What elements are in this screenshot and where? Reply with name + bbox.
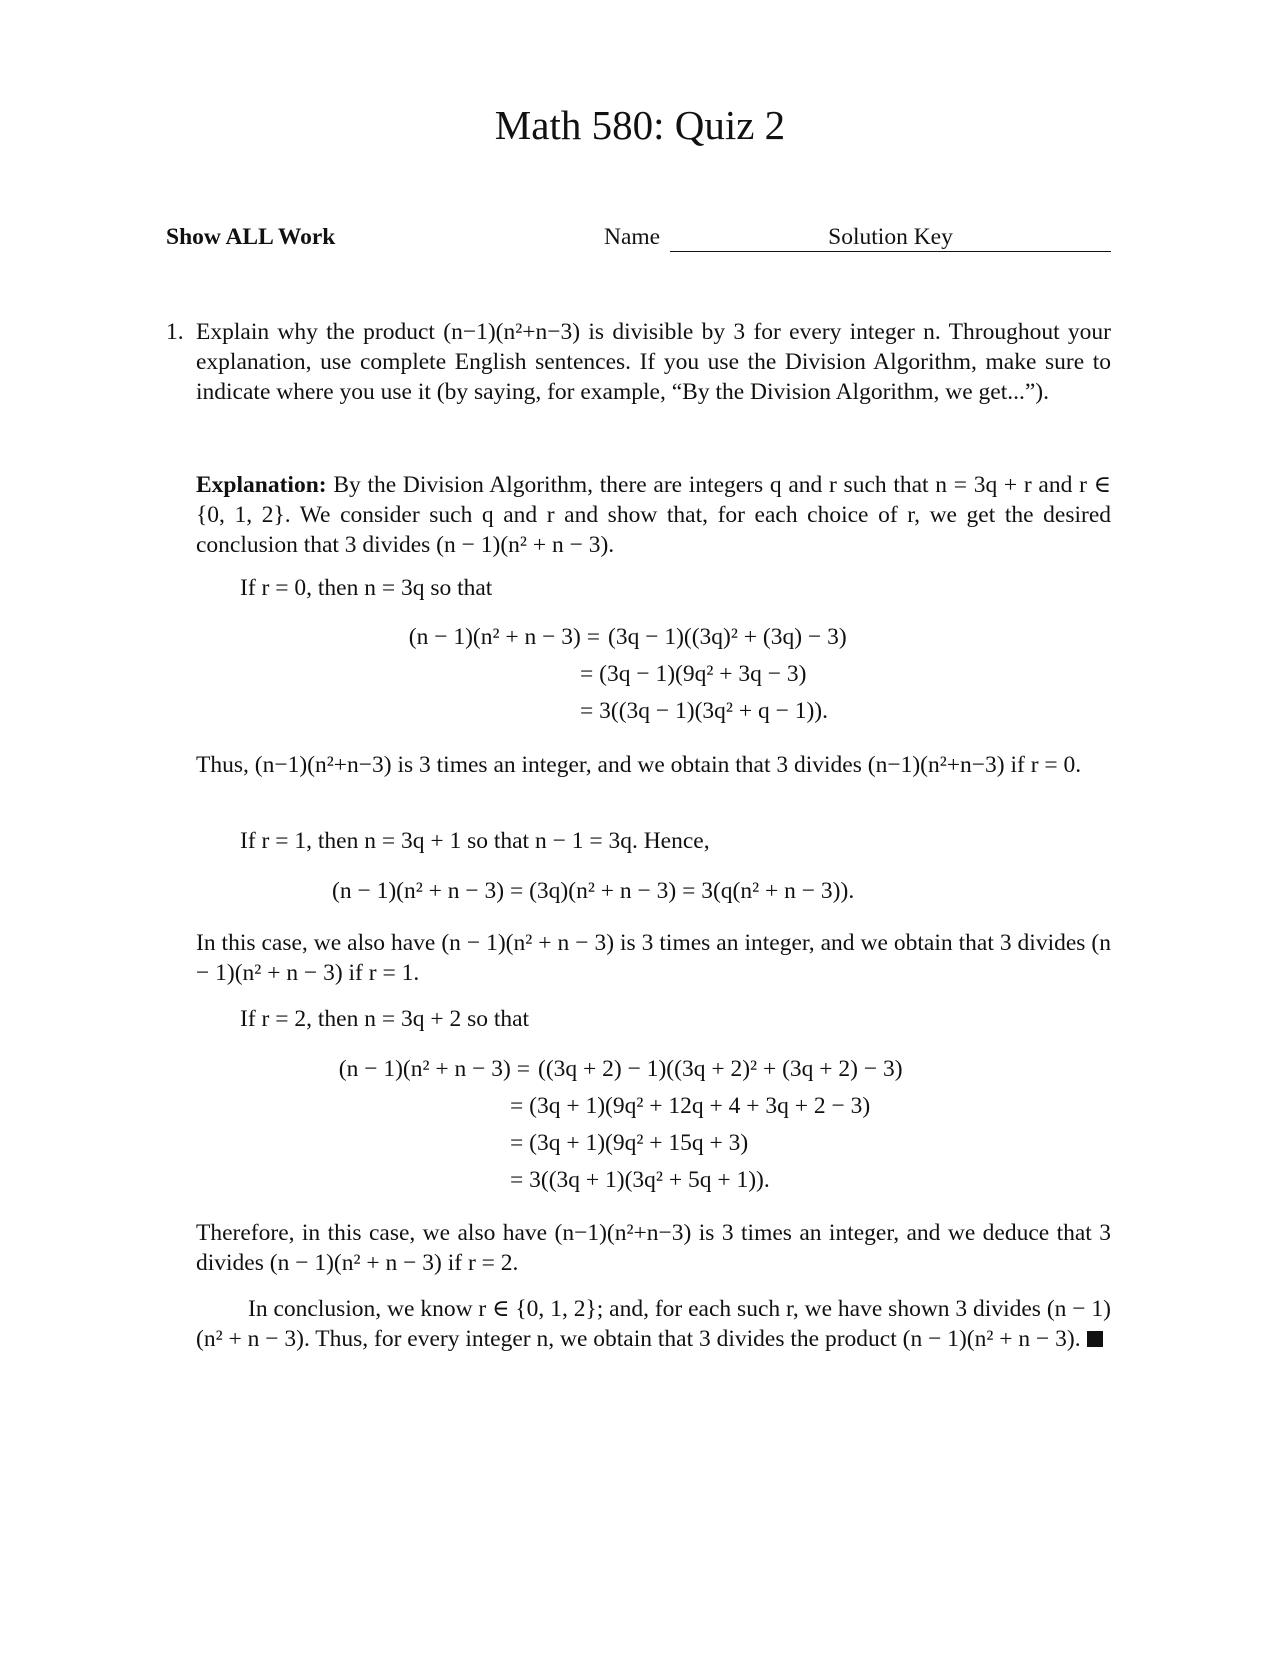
case2-line-3: = (3q + 1)(9q² + 15q + 3) — [510, 1130, 749, 1156]
final-conclusion-text: In conclusion, we know r ∈ {0, 1, 2}; and, for each such r, we have shown 3 divides (n − 1)(n² + n − 3). Thus, for every integer n, we obtain that 3 divides the product (n − 1)(n² + n − 3). — [196, 1296, 1111, 1352]
header-row — [0, 222, 1280, 256]
case2-line-4: = 3((3q + 1)(3q² + 5q + 1)). — [510, 1167, 770, 1193]
case0-line-3: = 3((3q − 1)(3q² + q − 1)). — [580, 698, 829, 724]
name-field: Solution Key — [670, 222, 1111, 252]
case2-lead: If r = 2, then n = 3q + 2 so that — [240, 1006, 530, 1032]
case2-line-1: ((3q + 2) − 1)((3q + 2)² + (3q + 2) − 3) — [538, 1056, 903, 1082]
name-label: Name — [604, 224, 661, 250]
case1-conclusion: In this case, we also have (n − 1)(n² + n − 3) is 3 times an integer, and we obtain that 3 divides (n − 1)(n² + n − 3) if r = 1. — [196, 930, 1111, 986]
case0-lhs: (n − 1)(n² + n − 3) = — [408, 624, 600, 650]
explanation-intro — [196, 470, 1111, 560]
qed-square-icon — [1087, 1331, 1103, 1347]
question-text: Explain why the product (n−1)(n²+n−3) is divisible by 3 for every integer n. Throughout your explanation, use complete English sentences. If you use the Division Algorithm, make sure to indicate where you use it (by saying, for example, “By the Division Algorithm, we get...”). — [196, 319, 1111, 405]
explanation-label: Explanation: — [196, 472, 327, 498]
instruction-label: Show ALL Work — [166, 224, 336, 250]
case1-lead: If r = 1, then n = 3q + 1 so that n − 1 = 3q. Hence, — [240, 828, 710, 854]
explanation-intro-text: By the Division Algorithm, there are integers q and r such that n = 3q + r and r ∈ {0, 1, 2}. We consider such q and r and show that, for each choice of r, we get the desired conclusion that 3 divides (n − 1)(n² + n − 3). — [196, 472, 1111, 558]
page-title: Math 580: Quiz 2 — [494, 102, 786, 148]
case0-conclusion: Thus, (n−1)(n²+n−3) is 3 times an integer, and we obtain that 3 divides (n−1)(n²+n−3) if r = 0. — [196, 752, 1082, 778]
final-conclusion — [196, 1294, 1111, 1354]
case2-conclusion: Therefore, in this case, we also have (n−1)(n²+n−3) is 3 times an integer, and we deduce that 3 divides (n − 1)(n² + n − 3) if r = 2. — [196, 1220, 1111, 1276]
case2-line-2: = (3q + 1)(9q² + 12q + 4 + 3q + 2 − 3) — [510, 1093, 871, 1119]
case0-line-1: (3q − 1)((3q)² + (3q) − 3) — [608, 624, 847, 650]
question-number: 1. — [166, 319, 184, 345]
case0-lead: If r = 0, then n = 3q so that — [240, 575, 493, 601]
case2-lhs: (n − 1)(n² + n − 3) = — [338, 1056, 530, 1082]
case1-equation-line: (n − 1)(n² + n − 3) = (3q)(n² + n − 3) = 3(q(n² + n − 3)). — [332, 878, 855, 904]
case0-line-2: = (3q − 1)(9q² + 3q − 3) — [580, 661, 807, 687]
